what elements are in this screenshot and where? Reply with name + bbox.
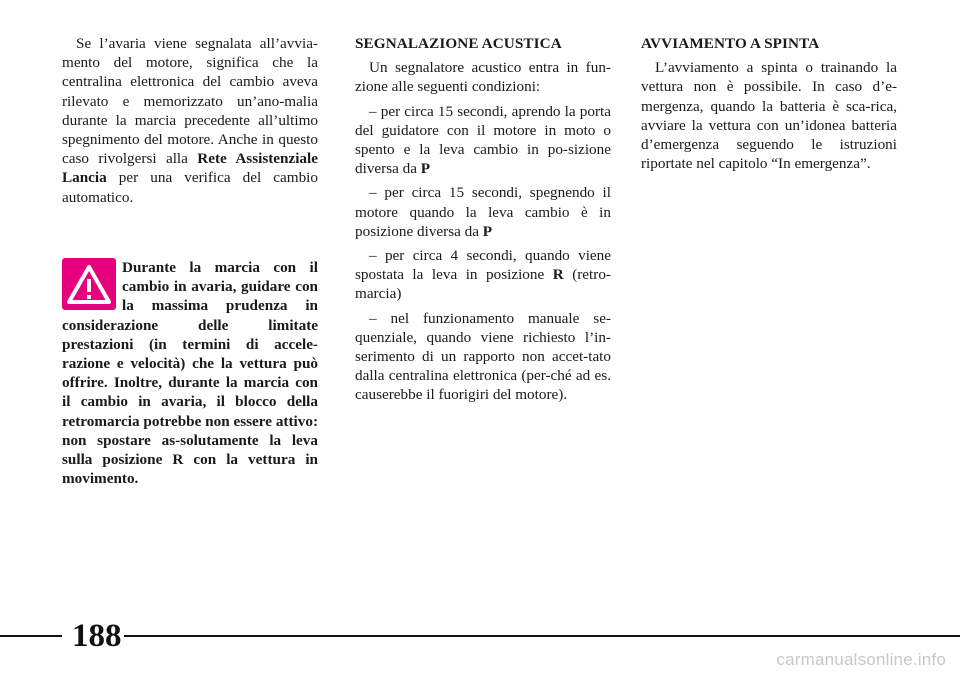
warning-triangle-icon (62, 258, 116, 310)
column-left (62, 34, 318, 207)
fault-text-before: Se l’avaria viene segnalata all’avvia-mento del motore, significa che la centralina elettronica del cambio aveva rilevato e memorizzato un’ano-malia durante la marcia precedente all’ultimo spegnimento del motore. Anche in questo caso rivolgersi alla (62, 35, 318, 168)
footer-rule-left (0, 635, 62, 637)
list-item: – per circa 15 secondi, spegnendo il motore quando la leva cambio è in posizione diversa da P (355, 184, 611, 240)
warning-box (62, 258, 318, 488)
list-item: – per circa 4 secondi, quando viene spostata la leva in posizione R (retro-marcia) (355, 247, 611, 303)
column-right (641, 34, 897, 173)
heading-push-start: AVVIAMENTO A SPINTA (641, 35, 820, 52)
list-item: – per circa 15 secondi, aprendo la porta del guidatore con il motore in moto o spento e la leva cambio in po-sizione diversa da P (355, 102, 611, 178)
page-number: 188 (72, 618, 122, 654)
push-start-paragraph: L’avviamento a spinta o trainando la vettura non è possibile. In caso d’e-mergenza, quando la batteria è sca-rica, avviare la vettura con un’idonea batteria d’emergenza seguendo le istruzioni riportate nel capitolo “In emergenza”. (641, 59, 897, 173)
footer-rule-right (124, 635, 960, 637)
dealer-network-name: Rete Assistenziale Lancia (62, 150, 318, 187)
fault-text-after: per una verifica del cambio automatico. (62, 169, 318, 206)
column-middle (355, 34, 611, 405)
warning-text: Durante la marcia con il cambio in avaria, guidare con la massima prudenza in considerazione delle limitate prestazioni (in termini di accele-razione e velocità) che la vettura può offrire. Inoltre, durante la marcia con il cambio in avaria, il blocco della retromarcia potrebbe non essere attivo: non spostare as-solutamente la leva sulla posizione R con la vettura in movimento. (62, 259, 318, 488)
fault-paragraph (62, 34, 318, 207)
heading-acoustic-signal: SEGNALAZIONE ACUSTICA (355, 35, 562, 52)
acoustic-intro: Un segnalatore acustico entra in fun-zione alle seguenti condizioni: (355, 59, 611, 96)
watermark: carmanualsonline.info (776, 650, 946, 669)
list-item: – nel funzionamento manuale se-quenziale, quando viene richiesto l’in-serimento di un rapporto non accet-tato dalla centralina elettronica (per-ché ad es. causerebbe il fuorigiri del motore). (355, 309, 611, 404)
